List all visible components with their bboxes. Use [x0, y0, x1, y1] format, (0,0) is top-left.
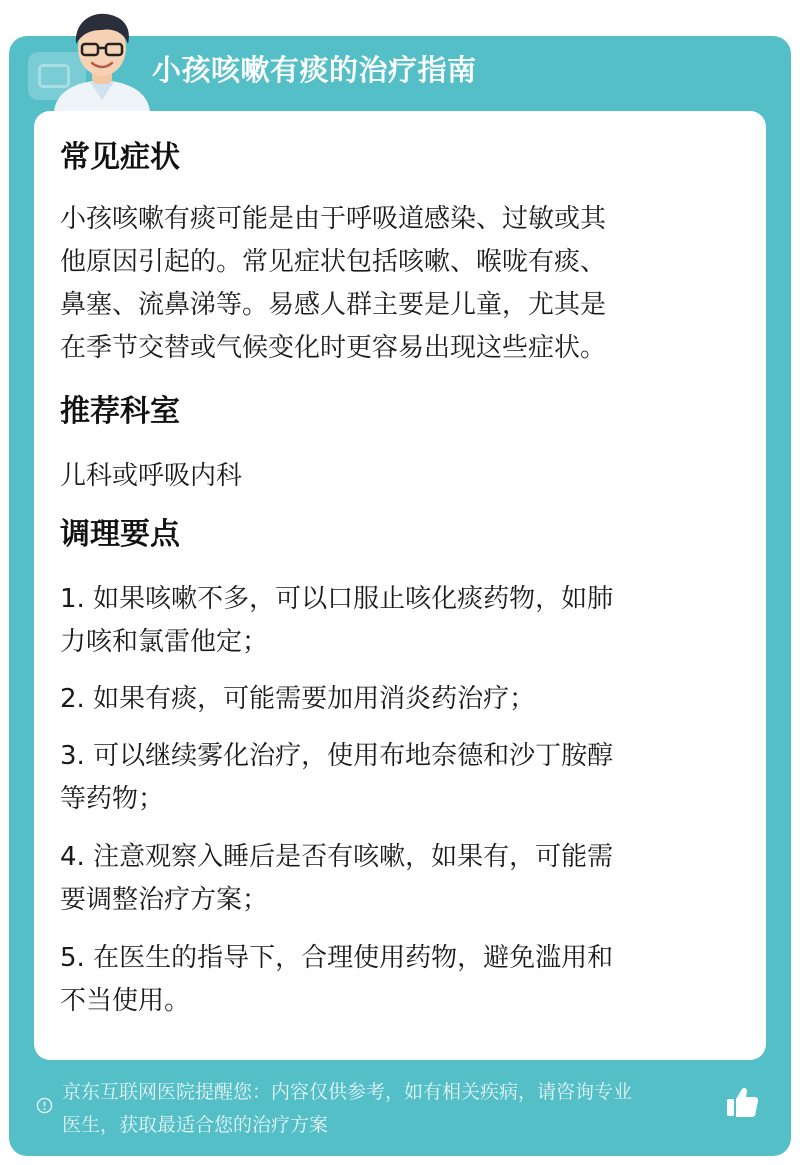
- text-line: 3. 可以继续雾化治疗，使用布地奈德和沙丁胺醇: [60, 741, 614, 771]
- text-line: 5. 在医生的指导下，合理使用药物，避免滥用和: [60, 943, 614, 973]
- text-line: 等药物；: [60, 784, 165, 814]
- care-item-4: [60, 836, 730, 922]
- text-line: 在季节交替或气候变化时更容易出现这些症状。: [60, 333, 607, 363]
- footer-line: 医生，获取最适合您的治疗方案: [62, 1114, 329, 1136]
- symptoms-text: [60, 198, 730, 370]
- text-line: 鼻塞、流鼻涕等。易感人群主要是儿童，尤其是: [60, 290, 607, 320]
- care-item-3: [60, 735, 730, 821]
- department-text: 儿科或呼吸内科: [60, 461, 243, 491]
- info-icon: [36, 1097, 53, 1114]
- page-title: 小孩咳嗽有痰的治疗指南: [152, 53, 477, 87]
- text-line: 他原因引起的。常见症状包括咳嗽、喉咙有痰、: [60, 247, 607, 277]
- text-line: 要调整治疗方案；: [60, 885, 269, 915]
- section-heading-symptoms: 常见症状: [60, 140, 180, 175]
- footer-line: 京东互联网医院提醒您：内容仅供参考，如有相关疾病，请咨询专业: [62, 1081, 633, 1103]
- text-line: 4. 注意观察入睡后是否有咳嗽，如果有，可能需: [60, 842, 614, 872]
- doctor-avatar-icon: [46, 8, 158, 112]
- text-line: 小孩咳嗽有痰可能是由于呼吸道感染、过敏或其: [60, 204, 607, 234]
- thumbs-up-icon[interactable]: [724, 1084, 760, 1120]
- disclaimer-text: [62, 1076, 732, 1142]
- care-item-2: [60, 678, 730, 721]
- text-line: 力咳和氯雷他定；: [60, 627, 269, 657]
- section-heading-care: 调理要点: [60, 517, 180, 552]
- text-line: 不当使用。: [60, 986, 191, 1016]
- text-line: 2. 如果有痰，可能需要加用消炎药治疗；: [60, 684, 536, 714]
- text-line: 1. 如果咳嗽不多，可以口服止咳化痰药物，如肺: [60, 584, 614, 614]
- section-heading-department: 推荐科室: [60, 394, 180, 429]
- care-item-1: [60, 578, 730, 664]
- care-item-5: [60, 937, 730, 1023]
